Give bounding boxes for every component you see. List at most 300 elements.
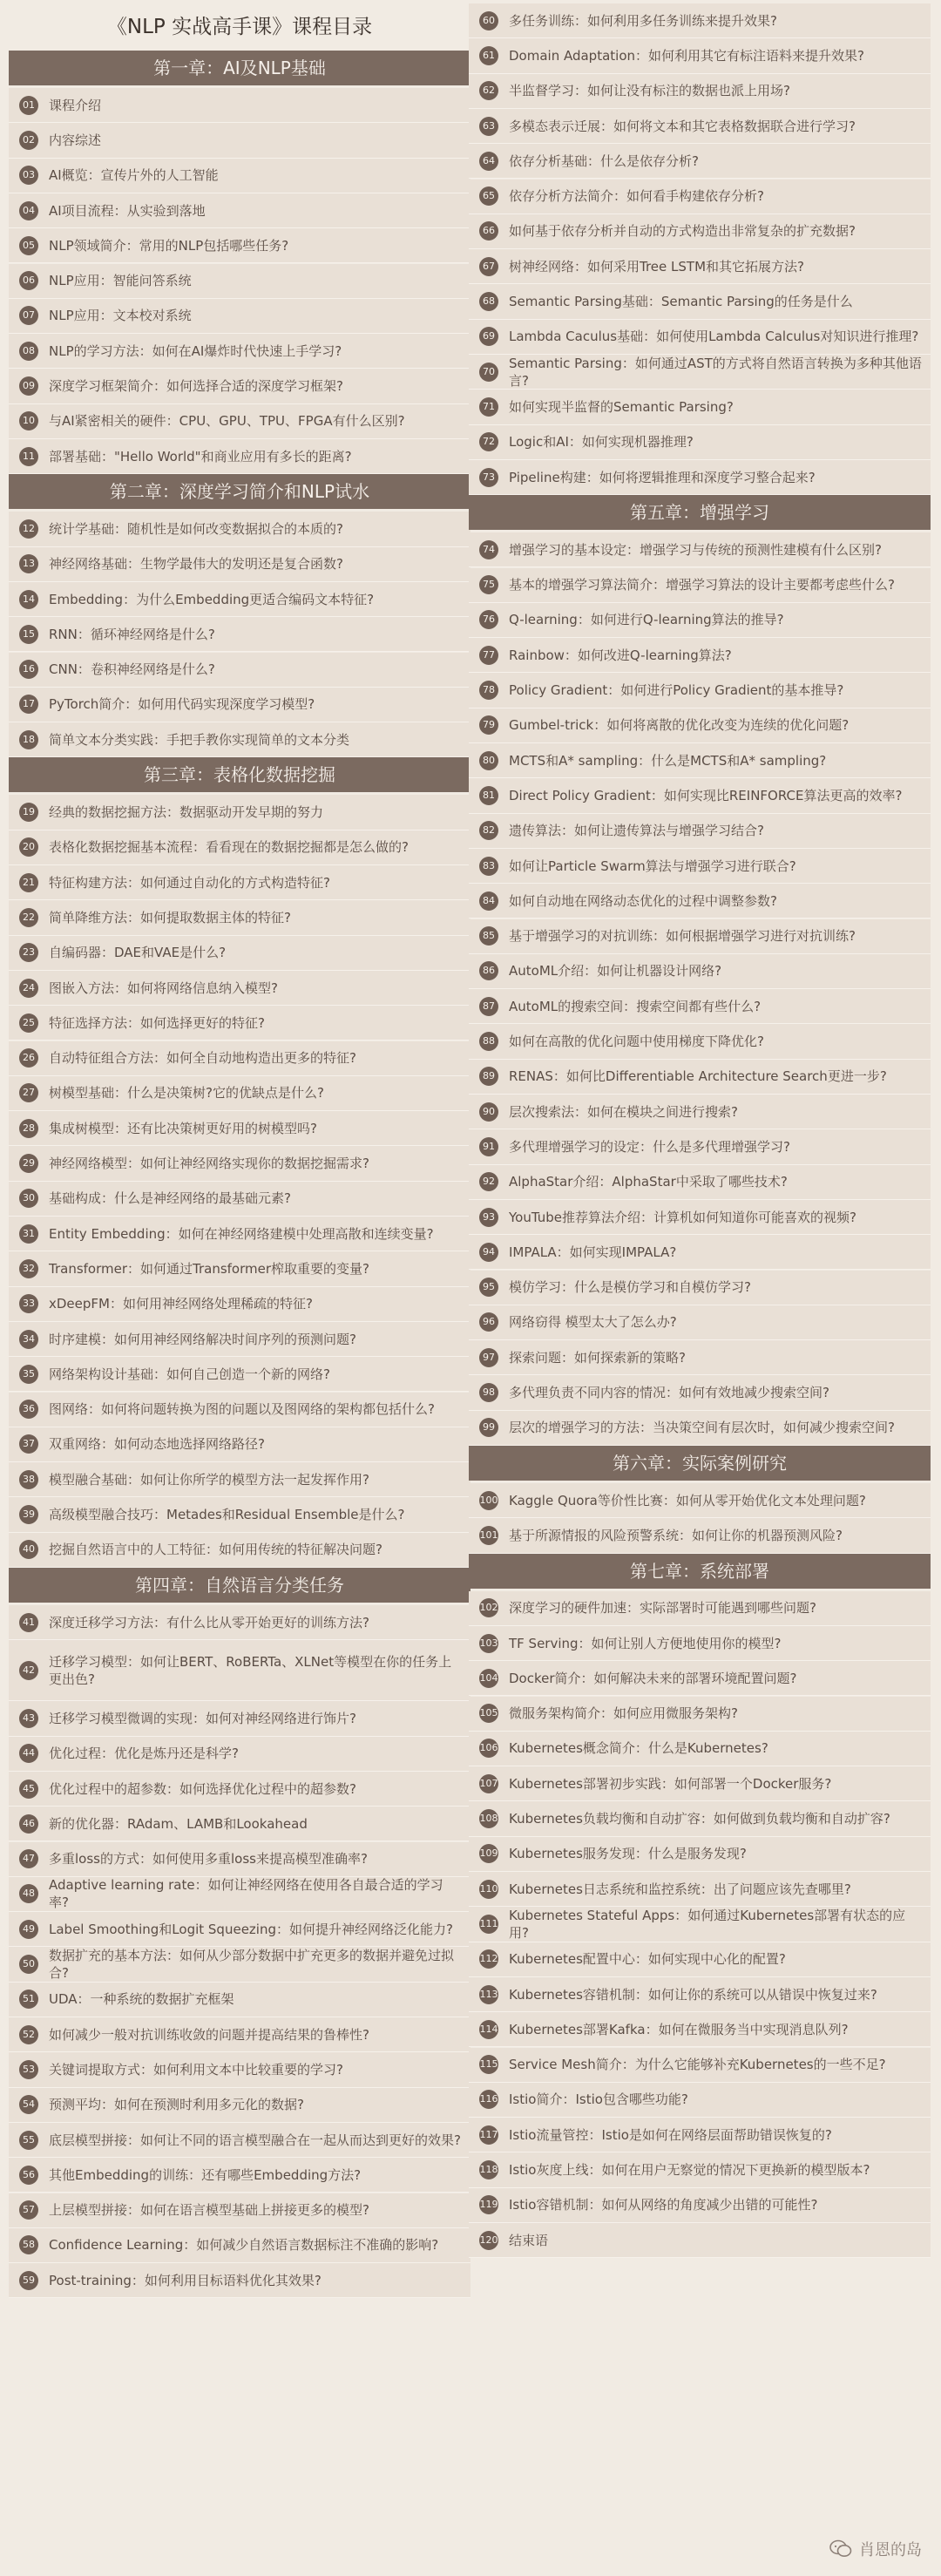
lesson-number-badge: 79 [479,715,498,735]
lesson-title: Semantic Parsing基础：Semantic Parsing的任务是什么 [509,294,853,310]
lesson-number-badge: 94 [479,1243,498,1262]
lesson-item [469,2188,931,2223]
lesson-item [9,1357,470,1392]
lesson-title: MCTS和A* sampling：什么是MCTS和A* sampling? [509,752,827,769]
lesson-number-badge: 16 [19,660,38,679]
lesson-number-badge: 66 [479,221,498,241]
lesson-item [9,1393,470,1427]
lesson-item [469,778,931,813]
lesson-title: 集成树模型：还有比决策树更好用的树模型吗? [49,1120,317,1136]
lesson-item [469,2223,931,2258]
lesson-number-badge: 13 [19,554,38,573]
lesson-number-badge: 96 [479,1312,498,1332]
lesson-item [469,1024,931,1059]
lesson-item [469,1095,931,1129]
lesson-number-badge: 27 [19,1083,38,1102]
lesson-item [9,1182,470,1217]
lesson-item [9,830,470,865]
lesson-title: Istio灰度上线：如何在用户无察觉的情况下更换新的模型版本? [509,2162,870,2179]
lesson-item [9,617,470,652]
watermark-text: 肖恩的岛 [859,2541,922,2559]
lesson-number-badge: 26 [19,1048,38,1068]
lesson-title: Kubernetes日志系统和监控系统：出了问题应该先查哪里? [509,1881,851,1897]
lesson-number-badge: 116 [479,2090,498,2109]
lesson-item [9,1041,470,1076]
lesson-item [469,532,931,567]
lesson-number-badge: 114 [479,2020,498,2039]
lesson-number-badge: 33 [19,1294,38,1313]
chapter-header: 第六章：实际案例研究 [469,1446,931,1481]
lesson-item [469,1942,931,1977]
lesson-title: Pipeline构建：如何将逻辑推理和深度学习整合起来? [509,469,816,485]
page-title: 《NLP 实战高手课》课程目录 [106,16,373,38]
lesson-number-badge: 63 [479,117,498,136]
lesson-title: 如何自动地在网络动态优化的过程中调整参数? [509,892,777,909]
lesson-number-badge: 93 [479,1208,498,1227]
lesson-number-badge: 108 [479,1809,498,1828]
lesson-number-badge: 73 [479,468,498,487]
lesson-number-badge: 86 [479,961,498,980]
lesson-number-badge: 90 [479,1102,498,1122]
lesson-number-badge: 61 [479,46,498,65]
lesson-title: 新的优化器：RAdam、LAMB和Lookahead [49,1815,308,1832]
lesson-item [469,1977,931,2012]
lesson-title: 层次的增强学习的方法：当决策空间有层次时，如何减少搜索空间? [509,1420,895,1436]
lesson-number-badge: 59 [19,2271,38,2290]
lesson-number-badge: 72 [479,432,498,451]
lesson-title: 神经网络模型：如何让神经网络实现你的数据挖掘需求? [49,1156,369,1172]
lesson-title: TF Serving：如何让别人方便地使用你的模型? [509,1635,782,1651]
lesson-title: Kubernetes负载均衡和自动扩容：如何做到负载均衡和自动扩容? [509,1811,890,1827]
lesson-item [469,1483,931,1518]
lesson-item [469,1872,931,1907]
lesson-number-badge: 91 [479,1137,498,1156]
lesson-item [469,74,931,109]
lesson-number-badge: 28 [19,1119,38,1138]
lesson-item [469,2048,931,2083]
lesson-title: Kubernetes Stateful Apps：如何通过Kubernetes部署有状态的应用? [509,1907,906,1941]
lesson-number-badge: 43 [19,1709,38,1728]
lesson-number-badge: 111 [479,1915,498,1934]
lesson-number-badge: 70 [479,363,498,382]
lesson-number-badge: 25 [19,1013,38,1033]
lesson-number-badge: 41 [19,1613,38,1632]
lesson-title: Entity Embedding：如何在神经网络建模中处理高散和连续变量? [49,1225,434,1242]
lesson-number-badge: 88 [479,1032,498,1051]
lesson-item [9,971,470,1006]
lesson-title: 简单降维方法：如何提取数据主体的特征? [49,909,291,925]
lesson-number-badge: 42 [19,1661,38,1680]
lesson-title: Embedding：为什么Embedding更适合编码文本特征? [49,591,375,607]
lesson-number-badge: 106 [479,1739,498,1758]
lesson-number-badge: 22 [19,908,38,927]
lesson-number-badge: 118 [479,2160,498,2179]
lesson-number-badge: 74 [479,540,498,559]
lesson-title: 遗传算法：如何让遗传算法与增强学习结合? [509,823,764,839]
lesson-item [9,369,470,403]
lesson-number-badge: 34 [19,1330,38,1349]
lesson-number-badge: 68 [479,292,498,311]
lesson-item [9,2123,470,2158]
wechat-icon [829,2539,852,2559]
lesson-title: 其他Embedding的训练：还有哪些Embedding方法? [49,2166,362,2183]
lesson-number-badge: 20 [19,837,38,857]
lesson-item [469,989,931,1024]
lesson-title: 自编码器：DAE和VAE是什么? [49,945,227,961]
lesson-item [9,1983,470,2017]
lesson-title: 微服务架构简介：如何应用微服务架构? [509,1705,738,1722]
watermark [829,2538,922,2560]
lesson-title: 迁移学习模型：如何让BERT、RoBERTa、XLNet等模型在你的任务上更出色? [49,1653,452,1687]
lesson-item [9,1322,470,1357]
lesson-number-badge: 07 [19,306,38,325]
lesson-item [9,1111,470,1146]
lesson-item [469,814,931,849]
lesson-item [9,547,470,582]
lesson-number-badge: 65 [479,186,498,206]
lesson-title: AI概览：宣传片外的人工智能 [49,167,219,184]
lesson-title: NLP应用：文本校对系统 [49,308,192,324]
lesson-item [9,1807,470,1841]
lesson-number-badge: 19 [19,803,38,822]
lesson-title: 神经网络基础：生物学最伟大的发明还是复合函数? [49,556,343,573]
lesson-number-badge: 76 [479,610,498,629]
lesson-number-badge: 71 [479,397,498,417]
lesson-title: 模仿学习：什么是模仿学习和自模仿学习? [509,1279,751,1296]
lesson-number-badge: 21 [19,873,38,892]
lesson-number-badge: 05 [19,236,38,255]
lesson-title: 如何在高散的优化问题中使用梯度下降优化? [509,1034,764,1050]
lesson-item [469,673,931,708]
lesson-title: Logic和AI：如何实现机器推理? [509,434,694,451]
lesson-item [9,264,470,299]
lesson-title: AlphaStar介绍：AlphaStar中采取了哪些技术? [509,1174,788,1190]
lesson-item [469,144,931,179]
lesson-title: 数据扩充的基本方法：如何从少部分数据中扩充更多的数据并避免过拟合? [49,1948,455,1982]
lesson-number-badge: 39 [19,1505,38,1524]
lesson-title: 探索问题：如何探索新的策略? [509,1349,686,1366]
lesson-item [9,404,470,439]
lesson-number-badge: 102 [479,1598,498,1617]
lesson-title: 迁移学习模型微调的实现：如何对神经网络进行饰片? [49,1710,356,1726]
lesson-number-badge: 107 [479,1774,498,1793]
lesson-item [469,1340,931,1375]
lesson-title: PyTorch简介：如何用代码实现深度学习模型? [49,696,315,713]
lesson-title: Lambda Caculus基础：如何使用Lambda Calculus对知识进行推理? [509,329,919,345]
lesson-title: NLP应用：智能问答系统 [49,273,192,289]
lesson-item [469,460,931,495]
lesson-item [9,2158,470,2193]
lesson-item [9,1533,470,1568]
lesson-number-badge: 40 [19,1540,38,1559]
lesson-title: 与AI紧密相关的硬件：CPU、GPU、TPU、FPGA有什么区别? [49,413,405,430]
lesson-number-badge: 83 [479,857,498,876]
lesson-number-badge: 99 [479,1418,498,1437]
lesson-item [9,2088,470,2123]
lesson-title: Istio流量管控：Istio是如何在网络层面帮助错误恢复的? [509,2126,832,2143]
lesson-title: Kaggle Quora等价性比赛：如何从零开始优化文本处理问题? [509,1492,866,1508]
lesson-number-badge: 57 [19,2200,38,2220]
lesson-number-badge: 04 [19,201,38,220]
lesson-item [469,390,931,424]
lesson-item [469,1732,931,1766]
lesson-item [469,425,931,460]
lesson-item [469,38,931,73]
lesson-item [9,1287,470,1322]
lesson-number-badge: 15 [19,625,38,644]
lesson-title: 特征构建方法：如何通过自动化的方式构造特征? [49,874,330,891]
lesson-item [9,1737,470,1772]
lesson-title: 树模型基础：什么是决策树?它的优缺点是什么? [49,1085,324,1102]
lesson-title: 内容综述 [49,132,102,148]
lesson-title: 多重loss的方式：如何使用多重loss来提高模型准确率? [49,1851,368,1868]
lesson-title: Semantic Parsing：如何通过AST的方式将自然语言转换为多种其他语言? [509,355,922,389]
lesson-item [9,1877,470,1912]
chapter-header: 第四章：自然语言分类任务 [9,1568,470,1603]
lesson-title: RNN：循环神经网络是什么? [49,626,215,642]
lesson-item [469,1271,931,1305]
lesson-title: Label Smoothing和Logit Squeezing：如何提升神经网络泛化能力? [49,1921,453,1937]
lesson-item [469,1697,931,1732]
lesson-title: 多任务训练：如何利用多任务训练来提升效果? [509,12,777,29]
lesson-title: 如何减少一般对抗训练收敛的问题并提高结果的鲁棒性? [49,2026,369,2043]
lesson-title: 自动特征组合方法：如何全自动地构造出更多的特征? [49,1050,356,1067]
lesson-title: 图嵌入方法：如何将网络信息纳入模型? [49,980,278,996]
lesson-number-badge: 11 [19,447,38,466]
chapter-header: 第二章：深度学习简介和NLP试水 [9,474,470,509]
lesson-number-badge: 48 [19,1884,38,1903]
lesson-item [9,1427,470,1462]
lesson-item [469,1591,931,1626]
lesson-title: Service Mesh简介：为什么它能够补充Kubernetes的一些不足? [509,2057,886,2073]
lesson-item [9,1842,470,1877]
lesson-item [469,1626,931,1661]
lesson-title: 高级模型融合技巧：Metades和Residual Ensemble是什么? [49,1507,405,1523]
lesson-item [469,1411,931,1446]
lesson-item [469,320,931,355]
lesson-item [9,795,470,830]
lesson-item [9,123,470,158]
lesson-item [9,1701,470,1736]
lesson-title: Docker简介：如何解决未来的部署环境配置问题? [509,1670,797,1686]
lesson-title: Rainbow：如何改进Q-learning算法? [509,647,732,663]
lesson-number-badge: 02 [19,131,38,150]
lesson-item [469,743,931,778]
lesson-number-badge: 45 [19,1779,38,1799]
lesson-number-badge: 104 [479,1669,498,1688]
lesson-number-badge: 37 [19,1434,38,1454]
lesson-item [469,919,931,954]
lesson-title: 基于所源情报的风险预警系统：如何让你的机器预测风险? [509,1527,843,1543]
lesson-title: 如何实现半监督的Semantic Parsing? [509,398,734,415]
lesson-title: 挖掘自然语言中的人工特征：如何用传统的特征解决问题? [49,1542,382,1558]
lesson-title: 如何让Particle Swarm算法与增强学习进行联合? [509,858,796,874]
lesson-item [469,638,931,673]
lesson-number-badge: 55 [19,2131,38,2150]
lesson-number-badge: 58 [19,2235,38,2254]
lesson-number-badge: 36 [19,1400,38,1419]
lesson-item [469,603,931,638]
lesson-item [469,2118,931,2152]
lesson-title: Gumbel-trick：如何将离散的优化改变为连续的优化问题? [509,717,850,734]
lesson-title: Kubernetes服务发现：什么是服务发现? [509,1846,747,1862]
lesson-item [469,214,931,249]
lesson-number-badge: 119 [479,2195,498,2214]
lesson-title: Adaptive learning rate：如何让神经网络在使用各自最合适的学习率? [49,1877,443,1911]
lesson-number-badge: 105 [479,1704,498,1723]
lesson-title: Istio容错机制：如何从网络的角度减少出错的可能性? [509,2197,818,2213]
lesson-title: 部署基础："Hello World"和商业应用有多长的距离? [49,448,352,464]
lesson-item [469,884,931,919]
chapter-header: 第五章：增强学习 [469,495,931,530]
lesson-number-badge: 95 [479,1278,498,1297]
lesson-title: YouTube推荐算法介绍：计算机如何知道你可能喜欢的视频? [509,1209,856,1225]
lesson-number-badge: 12 [19,519,38,539]
lesson-number-badge: 75 [479,575,498,594]
lesson-item [9,1251,470,1286]
lesson-number-badge: 62 [479,81,498,100]
lesson-item [9,1640,470,1701]
lesson-number-badge: 31 [19,1224,38,1244]
lesson-item [469,249,931,284]
lesson-number-badge: 117 [479,2125,498,2145]
lesson-number-badge: 92 [479,1172,498,1191]
lesson-title: UDA：一种系统的数据扩充框架 [49,1991,234,2008]
lesson-item [469,2152,931,2187]
lesson-title: 增强学习的基本设定：增强学习与传统的预测性建模有什么区别? [509,541,882,558]
lesson-title: 特征选择方法：如何选择更好的特征? [49,1014,265,1031]
lesson-title: Kubernetes部署初步实践：如何部署一个Docker服务? [509,1775,832,1792]
lesson-item [469,1129,931,1164]
lesson-item [469,708,931,743]
lesson-title: Direct Policy Gradient：如何实现比REINFORCE算法更高的效率? [509,787,903,803]
lesson-title: 依存分析基础：什么是依存分析? [509,153,699,169]
lesson-item [469,1518,931,1553]
lesson-number-badge: 97 [479,1348,498,1367]
lesson-title: NLP的学习方法：如何在AI爆炸时代快速上手学习? [49,342,342,359]
lesson-item [9,1006,470,1041]
lesson-title: CNN：卷积神经网络是什么? [49,661,215,678]
lesson-item [9,88,470,123]
lesson-number-badge: 47 [19,1849,38,1868]
lesson-item [469,2012,931,2047]
lesson-number-badge: 23 [19,943,38,962]
lesson-number-badge: 10 [19,411,38,430]
lesson-title: 关键词提取方式：如何利用文本中比较重要的学习? [49,2061,343,2078]
lesson-number-badge: 24 [19,979,38,998]
lesson-number-badge: 120 [479,2231,498,2250]
lesson-number-badge: 14 [19,590,38,609]
lesson-item [469,568,931,603]
lesson-number-badge: 112 [479,1949,498,1969]
lesson-number-badge: 50 [19,1955,38,1974]
lesson-number-badge: 103 [479,1634,498,1653]
lesson-title: 图网络：如何将问题转换为图的问题以及图网络的架构都包括什么? [49,1401,435,1418]
lesson-title: 深度学习的硬件加速：实际部署时可能遇到哪些问题? [509,1600,816,1617]
lesson-title: 如何基于依存分析并自动的方式构造出非常复杂的扩充数据? [509,223,856,240]
lesson-title: 表格化数据挖掘基本流程：看看现在的数据挖掘都是怎么做的? [49,839,409,856]
lesson-title: 多代理负责不同内容的情况：如何有效地减少搜索空间? [509,1385,829,1401]
lesson-item [9,688,470,722]
lesson-title: Transformer：如何通过Transformer榨取重要的变量? [49,1260,369,1277]
lesson-item [469,1235,931,1270]
lesson-number-badge: 30 [19,1189,38,1208]
lesson-number-badge: 98 [479,1383,498,1402]
lesson-number-badge: 17 [19,695,38,714]
lesson-title: 深度学习框架简介：如何选择合适的深度学习框架? [49,378,343,395]
lesson-title: 简单文本分类实践：手把手教你实现简单的文本分类 [49,731,350,748]
lesson-number-badge: 113 [479,1985,498,2004]
lesson-title: Domain Adaptation：如何利用其它有标注语料来提升效果? [509,47,864,64]
lesson-item [9,2228,470,2263]
lesson-title: Policy Gradient：如何进行Policy Gradient的基本推导? [509,682,844,699]
lesson-number-badge: 49 [19,1920,38,1939]
lesson-item [469,355,931,390]
lesson-item [9,2017,470,2052]
lesson-item [469,284,931,319]
lesson-item [9,193,470,228]
lesson-item [9,334,470,369]
lesson-number-badge: 67 [479,257,498,276]
lesson-title: 底层模型拼接：如何让不同的语言模型融合在一起从而达到更好的效果? [49,2132,461,2148]
lesson-item [469,1766,931,1801]
lesson-number-badge: 115 [479,2055,498,2074]
lesson-title: 基础构成：什么是神经网络的最基础元素? [49,1190,291,1207]
lesson-number-badge: 32 [19,1259,38,1278]
lesson-number-badge: 29 [19,1154,38,1173]
lesson-title: 树神经网络：如何采用Tree LSTM和其它拓展方法? [509,258,804,275]
lesson-number-badge: 80 [479,751,498,770]
lesson-number-badge: 109 [479,1844,498,1863]
lesson-title: 依存分析方法简介：如何看手构建依存分析? [509,188,764,205]
lesson-number-badge: 89 [479,1067,498,1086]
lesson-number-badge: 77 [479,646,498,665]
lesson-item [9,1605,470,1640]
lesson-number-badge: 60 [479,11,498,31]
lesson-item [9,936,470,971]
lesson-title: Post-training：如何利用目标语料优化其效果? [49,2272,322,2288]
lesson-item [9,1947,470,1982]
lesson-item [9,1497,470,1532]
lesson-item [9,2052,470,2087]
lesson-title: Confidence Learning：如何减少自然语言数据标注不准确的影响? [49,2237,439,2254]
lesson-title: 优化过程中的超参数：如何选择优化过程中的超参数? [49,1780,356,1797]
lesson-number-badge: 18 [19,730,38,749]
lesson-item [9,2193,470,2228]
lesson-title: 半监督学习：如何让没有标注的数据也派上用场? [509,83,790,99]
lesson-title: 深度迁移学习方法：有什么比从零开始更好的训练方法? [49,1614,369,1630]
lesson-title: AutoML的搜索空间：搜索空间都有些什么? [509,998,762,1014]
lesson-title: Q-learning：如何进行Q-learning算法的推导? [509,612,784,628]
lesson-item [469,3,931,38]
lesson-item [9,512,470,546]
lesson-number-badge: 01 [19,96,38,115]
lesson-title: 多代理增强学习的设定：什么是多代理增强学习? [509,1138,790,1155]
lesson-item [9,2263,470,2298]
lesson-title: 优化过程：优化是炼丹还是科学? [49,1746,239,1762]
lesson-title: 模型融合基础：如何让你所学的模型方法一起发挥作用? [49,1471,369,1488]
lesson-title: 层次搜索法：如何在模块之间进行搜索? [509,1103,738,1120]
lesson-title: NLP领域简介：常用的NLP包括哪些任务? [49,237,289,254]
lesson-title: RENAS：如何比Differentiable Architecture Search更进一步? [509,1068,887,1085]
lesson-item [469,1801,931,1836]
lesson-item [469,180,931,214]
lesson-number-badge: 46 [19,1814,38,1834]
lesson-title: 网络架构设计基础：如何自己创造一个新的网络? [49,1366,330,1382]
lesson-item [9,900,470,935]
lesson-item [9,1146,470,1181]
lesson-item [9,582,470,617]
